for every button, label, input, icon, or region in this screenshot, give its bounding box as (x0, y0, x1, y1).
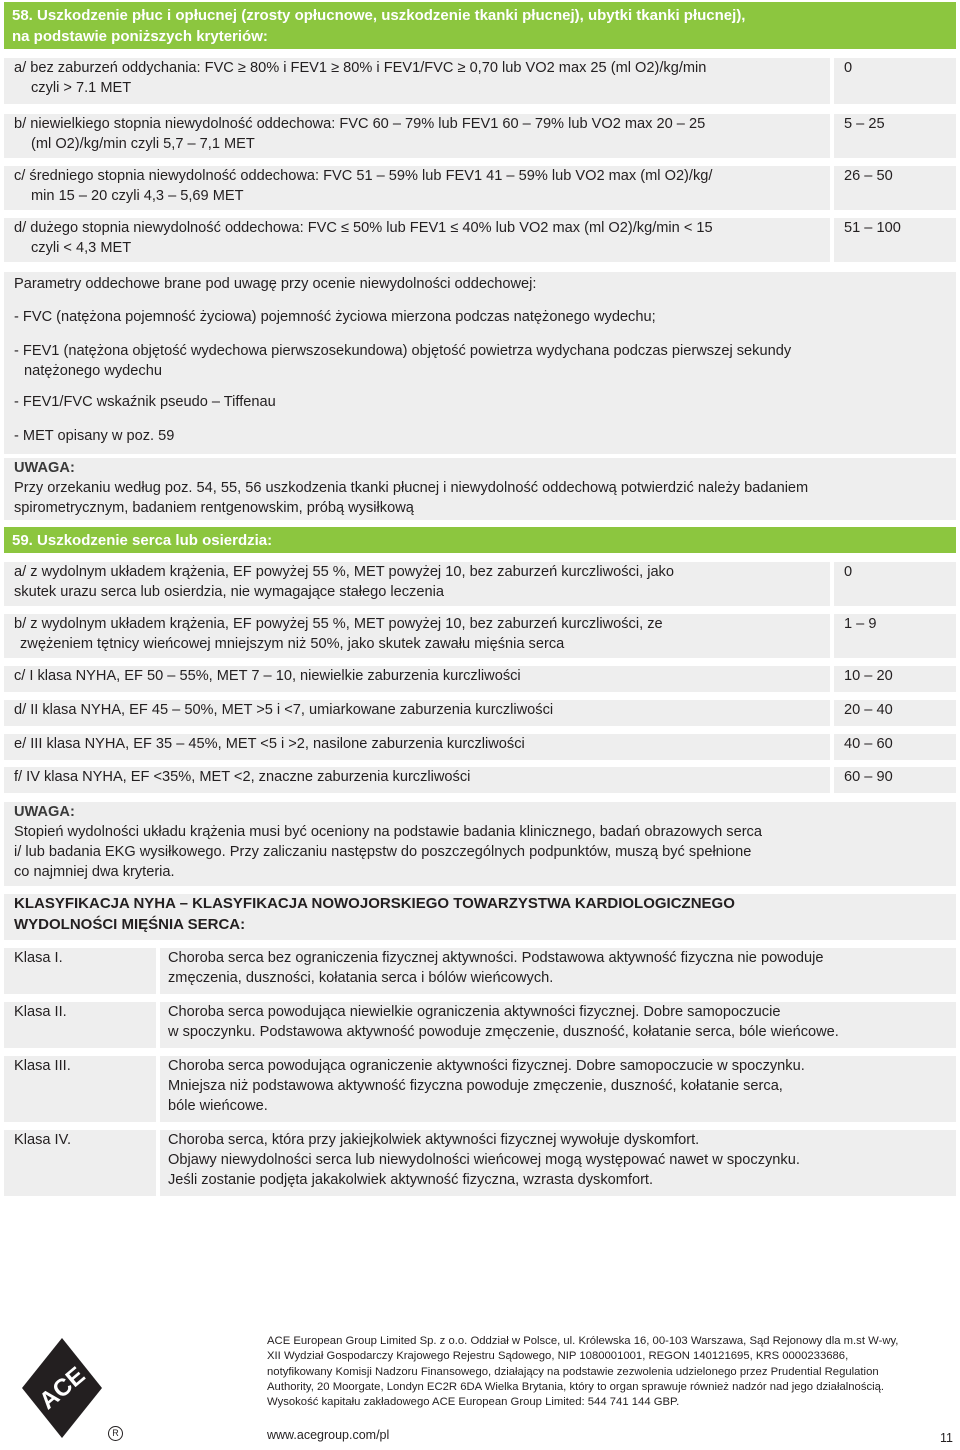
nyha-class-desc-line2: Objawy niewydolności serca lub niewydolności wieńcowej mogą występować nawet w spoczynku. (168, 1152, 800, 1169)
criteria-row-59a (4, 562, 956, 606)
criteria-text: d/ II klasa NYHA, EF 45 – 50%, MET >5 i <7, umiarkowane zaburzenia kurczliwości (14, 702, 554, 718)
section-58-number: 58. (12, 7, 33, 24)
criteria-points: 26 – 50 (830, 166, 956, 210)
criteria-text: f/ IV klasa NYHA, EF <35%, MET <2, znaczne zaburzenia kurczliwości (14, 769, 471, 785)
criteria-text-cont: czyli > 7.1 MET (31, 80, 132, 97)
footer-line4: Authority, 20 Moorgate, Londyn EC2R 6DA Wielka Brytania, który to organ sprawuje również nadzór nad jego działalnością. (267, 1380, 885, 1393)
criteria-text: c/ średniego stopnia niewydolność oddechowa: FVC 51 – 59% lub FEV1 41 – 59% lub VO2 max (ml O2)/kg/ (14, 168, 713, 184)
criteria-text-cont: czyli < 4,3 MET (31, 240, 132, 257)
criteria-row-59b (4, 614, 956, 658)
criteria-text: c/ I klasa NYHA, EF 50 – 55%, MET 7 – 10, niewielkie zaburzenia kurczliwości (14, 668, 521, 684)
criteria-text: e/ III klasa NYHA, EF 35 – 45%, MET <5 i >2, nasilone zaburzenia kurczliwości (14, 736, 525, 752)
footer-line5: Wysokość kapitału zakładowego ACE European Group Limited: 544 741 144 GBP. (267, 1396, 680, 1408)
section-58-header (4, 2, 956, 49)
note-58 (4, 458, 956, 520)
param-fev1 (14, 341, 791, 381)
nyha-class-desc-line1: Choroba serca powodująca niewielkie ograniczenia aktywności fizycznej. Dobre samopoczucie (168, 1004, 781, 1020)
criteria-row-58b (4, 114, 956, 158)
criteria-points: 20 – 40 (830, 700, 956, 726)
page-number: 11 (940, 1431, 953, 1445)
criteria-points: 5 – 25 (830, 114, 956, 158)
criteria-row-58a (4, 58, 956, 104)
nyha-class-desc-line3: bóle wieńcowe. (168, 1098, 268, 1115)
note-58-line1: Przy orzekaniu według poz. 54, 55, 56 uszkodzenia tkanki płucnej i niewydolność oddechową potwierdzić należy badaniem (14, 480, 809, 497)
criteria-row-58d (4, 218, 956, 262)
criteria-points: 1 – 9 (830, 614, 956, 658)
section-59-number: 59. (12, 532, 33, 549)
criteria-points: 40 – 60 (830, 734, 956, 760)
note-59-label: UWAGA: (14, 804, 75, 820)
criteria-points: 60 – 90 (830, 767, 956, 793)
note-59-line1: Stopień wydolności układu krążenia musi być oceniony na podstawie badania klinicznego, badań obrazowych serca (14, 824, 762, 841)
nyha-class-desc-line2: Mniejsza niż podstawowa aktywność fizyczna powoduje zmęczenie, duszność, kołatanie serca, (168, 1078, 783, 1095)
param-fvc: - FVC (natężona pojemność życiowa) pojemność życiowa mierzona podczas natężonego wydechu; (14, 309, 656, 325)
criteria-row-59e (4, 734, 956, 760)
criteria-points: 0 (830, 58, 956, 104)
criteria-row-59c (4, 666, 956, 692)
criteria-points: 10 – 20 (830, 666, 956, 692)
criteria-text-cont: skutek urazu serca lub osierdzia, nie wymagające stałego leczenia (14, 584, 444, 601)
criteria-text-cont: zwężeniem tętnicy wieńcowej mniejszym niż 50%, jako skutek zawału mięśnia serca (20, 636, 565, 653)
footer-url-link[interactable]: www.acegroup.com/pl (267, 1428, 390, 1442)
param-fev1-line1: - FEV1 (natężona objętość wydechowa pierwszosekundowa) objętość powietrza wydychana podczas pierwszej sekundy (14, 343, 792, 359)
nyha-class-name: Klasa II. (14, 1004, 67, 1020)
ace-logo (22, 1338, 102, 1438)
criteria-text: a/ bez zaburzeń oddychania: FVC ≥ 80% i FEV1 ≥ 80% i FEV1/FVC ≥ 0,70 lub VO2 max 25 (ml O2)/kg/min (14, 60, 707, 76)
criteria-row-59f (4, 767, 956, 793)
criteria-text-cont: min 15 – 20 czyli 4,3 – 5,69 MET (31, 188, 244, 205)
criteria-points: 0 (830, 562, 956, 606)
note-58-label: UWAGA: (14, 460, 75, 476)
footer-line3: notyfikowany Komisji Nadzoru Finansowego, działający na podstawie zezwolenia udzielonego przez Prudential Regulation (267, 1365, 879, 1378)
nyha-class-desc-line3: Jeśli zostanie podjęta jakakolwiek aktywność fizyczna, wzrasta dyskomfort. (168, 1172, 654, 1189)
nyha-class-name: Klasa IV. (14, 1132, 72, 1148)
nyha-class-1 (4, 948, 956, 994)
criteria-text: b/ niewielkiego stopnia niewydolność oddechowa: FVC 60 – 79% lub FEV1 60 – 79% lub VO2 max 20 – 25 (14, 116, 706, 132)
nyha-class-name: Klasa III. (14, 1058, 71, 1074)
registered-mark: R (108, 1426, 123, 1441)
note-59-line3: co najmniej dwa kryteria. (14, 864, 175, 881)
nyha-class-desc-line2: w spoczynku. Podstawowa aktywność powoduje zmęczenie, duszność, kołatanie serca, bóle wieńcowe. (168, 1024, 839, 1041)
note-59 (4, 802, 956, 886)
nyha-class-3 (4, 1056, 956, 1122)
param-fev1-line2: natężonego wydechu (24, 363, 162, 380)
ace-logo-text: ACE (34, 1361, 91, 1416)
footer-line2: XII Wydział Gospodarczy Krajowego Rejestru Sądowego, NIP 1080001001, REGON 140121695, KRS 0000233686, (267, 1350, 849, 1363)
nyha-class-4 (4, 1130, 956, 1196)
nyha-title-line2: WYDOLNOŚCI MIĘŚNIA SERCA: (14, 915, 246, 933)
criteria-row-58c (4, 166, 956, 210)
nyha-title-line1: KLASYFIKACJA NYHA – KLASYFIKACJA NOWOJORSKIEGO TOWARZYSTWA KARDIOLOGICZNEGO (14, 895, 735, 912)
nyha-class-desc-line1: Choroba serca, która przy jakiejkolwiek aktywności fizycznej wywołuje dyskomfort. (168, 1132, 700, 1148)
footer-legal (267, 1334, 957, 1410)
note-58-line2: spirometrycznym, badaniem rentgenowskim, próbą wysiłkową (14, 500, 414, 517)
nyha-class-desc-line2: zmęczenia, duszności, kołatania serca i bólów wieńcowych. (168, 970, 554, 987)
note-59-line2: i/ lub badania EKG wysiłkowego. Przy zaliczaniu następstw do poszczególnych podpunktów, muszą być spełnione (14, 844, 752, 861)
section-59-title: Uszkodzenie serca lub osierdzia: (32, 532, 273, 549)
param-ratio: - FEV1/FVC wskaźnik pseudo – Tiffenau (14, 394, 276, 410)
nyha-class-desc-line1: Choroba serca powodująca ograniczenie aktywności fizycznej. Dobre samopoczucie w spoczynku. (168, 1058, 805, 1074)
criteria-text-cont: (ml O2)/kg/min czyli 5,7 – 7,1 MET (31, 136, 255, 153)
section-58-title-line2: na podstawie poniższych kryteriów: (12, 27, 268, 45)
criteria-text: d/ dużego stopnia niewydolność oddechowa: FVC ≤ 50% lub FEV1 ≤ 40% lub VO2 max (ml O2)/kg/min < 15 (14, 220, 713, 236)
section-58-title-line1: Uszkodzenie płuc i opłucnej (zrosty opłucnowe, uszkodzenie tkanki płucnej), ubytki tkanki płucnej), (32, 7, 746, 24)
nyha-title-block (4, 894, 956, 940)
criteria-row-59d (4, 700, 956, 726)
section-59-header (4, 527, 956, 553)
nyha-class-2 (4, 1002, 956, 1048)
criteria-points: 51 – 100 (830, 218, 956, 262)
footer-line1: ACE European Group Limited Sp. z o.o. Oddział w Polsce, ul. Królewska 16, 00-103 Warszawa, Sąd Rejonowy dla m.st W-wy, (267, 1335, 899, 1347)
respiratory-params-block (4, 272, 956, 454)
params-intro: Parametry oddechowe brane pod uwagę przy ocenie niewydolności oddechowej: (14, 276, 537, 292)
criteria-text: b/ z wydolnym układem krążenia, EF powyżej 55 %, MET powyżej 10, bez zaburzeń kurczliwości, ze (14, 616, 663, 632)
nyha-class-name: Klasa I. (14, 950, 63, 966)
param-met: - MET opisany w poz. 59 (14, 428, 175, 444)
nyha-class-desc-line1: Choroba serca bez ograniczenia fizycznej aktywności. Podstawowa aktywność fizyczna nie powoduje (168, 950, 824, 966)
criteria-text: a/ z wydolnym układem krążenia, EF powyżej 55 %, MET powyżej 10, bez zaburzeń kurczliwości, jako (14, 564, 674, 580)
